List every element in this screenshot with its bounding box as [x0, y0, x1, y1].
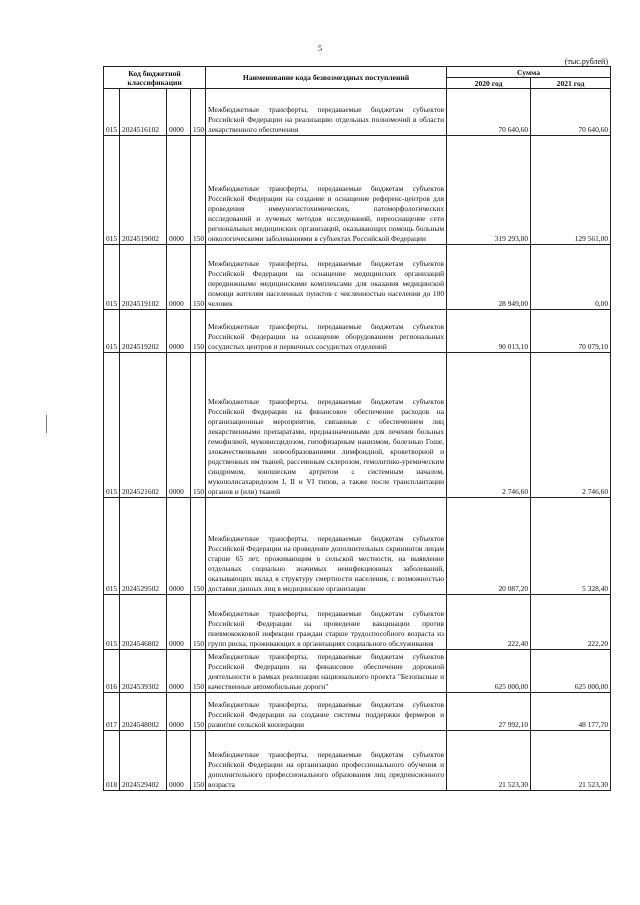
budget-admin-code: 015 [104, 310, 120, 353]
amount-2020: 27 992,10 [447, 693, 531, 731]
units-label: (тыс.рублей) [564, 57, 608, 66]
budget-kind-code: 150 [191, 498, 206, 595]
budget-kind-code: 150 [191, 693, 206, 731]
budget-program-code: 0000 [167, 595, 191, 650]
table-row [104, 498, 611, 595]
budget-kind-code: 150 [191, 89, 206, 136]
budget-income-code: 2024519202 [120, 310, 167, 353]
header-name: Наименование кода безвозмездных поступлений [206, 67, 447, 89]
budget-kind-code: 150 [191, 731, 206, 791]
amount-2020: 2 746,60 [447, 353, 531, 498]
budget-kind-code: 150 [191, 595, 206, 650]
amount-2020: 20 087,20 [447, 498, 531, 595]
header-sum: Сумма [447, 67, 611, 78]
budget-admin-code: 018 [104, 731, 120, 791]
income-description: Межбюджетные трансферты, передаваемые бюджетам субъектов Российской Федерации на проведение дополнительных скринингов лицам старше 65 лет, проживающим в сельской местности, на выявление отдельных социально значимых неинфекционных заболеваний, оказывающих вклад в структуру смертности населения, с возможностью доставки данных лиц в медицинские организации [206, 498, 447, 595]
budget-income-code: 2024548002 [120, 693, 167, 731]
table-row [104, 310, 611, 353]
budget-kind-code: 150 [191, 650, 206, 693]
amount-2021: 625 000,00 [531, 650, 611, 693]
income-description: Межбюджетные трансферты, передаваемые бюджетам субъектов Российской Федерации на реализацию отдельных полномочий в области лекарственного обеспечения [206, 89, 447, 136]
budget-table [103, 66, 611, 791]
amount-2021: 70 640,60 [531, 89, 611, 136]
table-row [104, 731, 611, 791]
budget-admin-code: 015 [104, 595, 120, 650]
amount-2021: 2 746,60 [531, 353, 611, 498]
income-description: Межбюджетные трансферты, передаваемые бюджетам субъектов Российской Федерации на создание и оснащение референс-центров для проведения иммуногистохимических, патоморфологических исследований и лучевых методов исследований, переоснащение сети региональных медицинских организаций, оказывающих помощь больным онкологическими заболеваниями в субъектах Российской Федерации [206, 136, 447, 245]
amount-2020: 70 640,60 [447, 89, 531, 136]
amount-2021: 5 328,40 [531, 498, 611, 595]
amount-2021: 48 177,70 [531, 693, 611, 731]
budget-program-code: 0000 [167, 693, 191, 731]
budget-kind-code: 150 [191, 310, 206, 353]
budget-program-code: 0000 [167, 136, 191, 245]
table-row [104, 693, 611, 731]
budget-income-code: 2024539302 [120, 650, 167, 693]
amount-2020: 90 013,10 [447, 310, 531, 353]
budget-admin-code: 015 [104, 136, 120, 245]
income-description: Межбюджетные трансферты, передаваемые бюджетам субъектов Российской Федерации на оснащение медицинских организаций передвижными медицинскими комплексами для оказания медицинской помощи жителям населенных пунктов с численностью населения до 100 человек [206, 245, 447, 310]
amount-2021: 21 523,30 [531, 731, 611, 791]
budget-program-code: 0000 [167, 731, 191, 791]
budget-income-code: 2024529502 [120, 498, 167, 595]
income-description: Межбюджетные трансферты, передаваемые бюджетам субъектов Российской Федерации на финансовое обеспечение дорожной деятельности в рамках реализации национального проекта "Безопасные и качественные автомобильные дороги" [206, 650, 447, 693]
margin-mark [46, 415, 47, 433]
income-description: Межбюджетные трансферты, передаваемые бюджетам субъектов Российской Федерации на оснащение оборудованием региональных сосудистых центров и первичных сосудистых отделений [206, 310, 447, 353]
budget-income-code: 2024529402 [120, 731, 167, 791]
budget-kind-code: 150 [191, 245, 206, 310]
amount-2020: 21 523,30 [447, 731, 531, 791]
amount-2021: 222,20 [531, 595, 611, 650]
budget-admin-code: 015 [104, 353, 120, 498]
table-row [104, 89, 611, 136]
income-description: Межбюджетные трансферты, передаваемые бюджетам субъектов Российской Федерации на создание системы поддержки фермеров и развитие сельской кооперации [206, 693, 447, 731]
budget-kind-code: 150 [191, 136, 206, 245]
amount-2020: 222,40 [447, 595, 531, 650]
budget-program-code: 0000 [167, 650, 191, 693]
income-description: Межбюджетные трансферты, передаваемые бюджетам субъектов Российской Федерации на организацию профессионального обучения и дополнительного профессионального образования лиц предпенсионного возраста [206, 731, 447, 791]
budget-program-code: 0000 [167, 353, 191, 498]
table-row [104, 245, 611, 310]
budget-admin-code: 017 [104, 693, 120, 731]
budget-income-code: 2024546802 [120, 595, 167, 650]
header-year-2020: 2020 год [447, 78, 531, 89]
table-row [104, 136, 611, 245]
budget-admin-code: 015 [104, 245, 120, 310]
budget-program-code: 0000 [167, 498, 191, 595]
amount-2020: 28 949,00 [447, 245, 531, 310]
budget-income-code: 2024519102 [120, 245, 167, 310]
budget-admin-code: 015 [104, 498, 120, 595]
budget-income-code: 2024519002 [120, 136, 167, 245]
budget-kind-code: 150 [191, 353, 206, 498]
header-year-2021: 2021 год [531, 78, 611, 89]
amount-2020: 319 293,80 [447, 136, 531, 245]
amount-2021: 0,00 [531, 245, 611, 310]
table-row [104, 595, 611, 650]
amount-2021: 129 561,00 [531, 136, 611, 245]
budget-program-code: 0000 [167, 245, 191, 310]
budget-program-code: 0000 [167, 310, 191, 353]
amount-2021: 70 079,10 [531, 310, 611, 353]
header-code: Код бюджетной классификации [104, 67, 206, 89]
table-row [104, 353, 611, 498]
amount-2020: 625 000,00 [447, 650, 531, 693]
income-description: Межбюджетные трансферты, передаваемые бюджетам субъектов Российской Федерации на финансовое обеспечение расходов на организационные мероприятия, связанные с обеспечением лиц лекарственными препаратами, предназначенными для лечения больных гемофилией, муковисцидозом, гипофизарным нанизмом, болезнью Гоше, злокачественными новообразованиями лимфоидной, кроветворной и родственных им тканей, рассеянным склерозом, гемолитико-уремическим синдромом, юношеским артритом с системным началом, мукополисахаридозом I, II и VI типов, а также после трансплантации органов и (или) тканей [206, 353, 447, 498]
income-description: Межбюджетные трансферты, передаваемые бюджетам субъектов Российской Федерации на проведение вакцинации против пневмококковой инфекции граждан старше трудоспособного возраста из групп риска, проживающих в организациях социального обслуживания [206, 595, 447, 650]
table-row [104, 650, 611, 693]
budget-admin-code: 015 [104, 89, 120, 136]
budget-program-code: 0000 [167, 89, 191, 136]
budget-income-code: 2024516102 [120, 89, 167, 136]
table-body [104, 89, 611, 791]
page-number: 5 [318, 44, 322, 53]
budget-admin-code: 016 [104, 650, 120, 693]
budget-income-code: 2024521602 [120, 353, 167, 498]
